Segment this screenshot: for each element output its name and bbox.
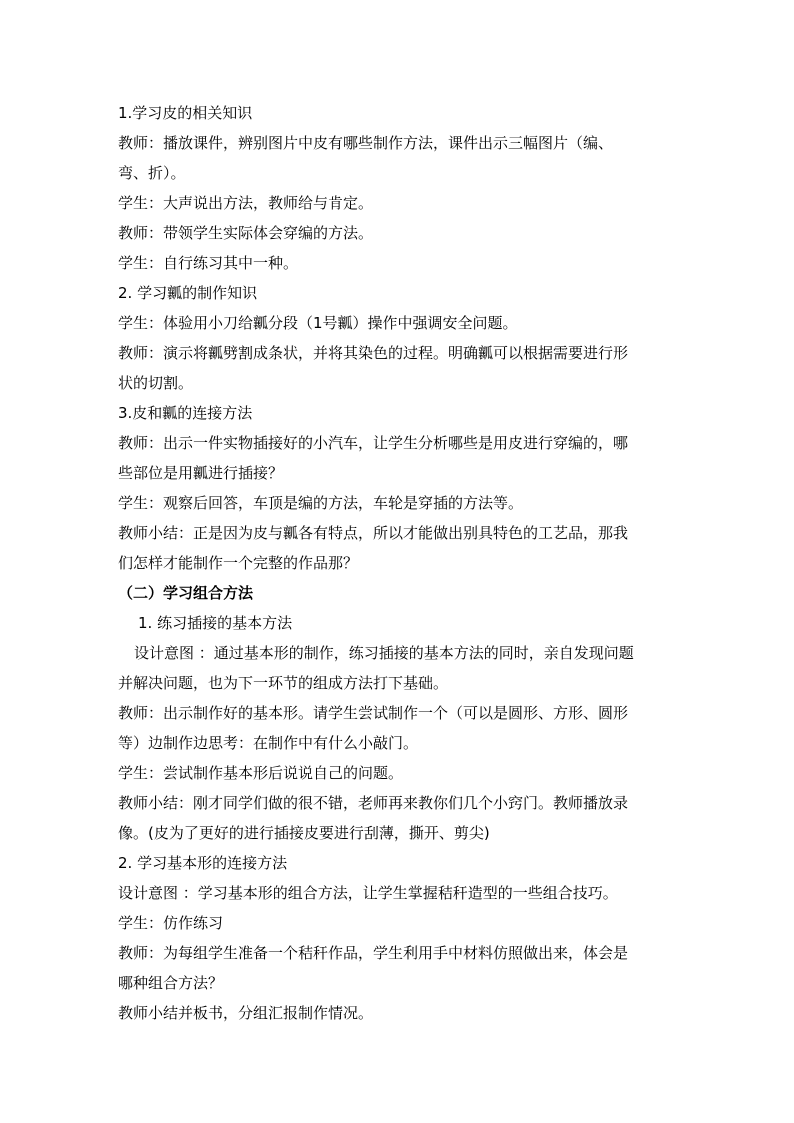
paragraph-line: 像。(皮为了更好的进行插接皮要进行刮薄，撕开、剪尖) — [118, 824, 490, 842]
paragraph-line: 学生：仿作练习 — [118, 914, 224, 932]
paragraph-line: 弯、折）。 — [118, 164, 186, 182]
paragraph-line: 学生：观察后回答，车顶是编的方法，车轮是穿插的方法等。 — [118, 494, 524, 512]
paragraph-line: 们怎样才能制作一个完整的作品那？ — [118, 554, 359, 572]
section-heading-connection: 3.皮和瓤的连接方法 — [118, 404, 253, 422]
paragraph-line: 设计意图 ：通过基本形的制作，练习插接的基本方法的同时，亲自发现问题 — [134, 644, 634, 662]
paragraph-line: 状的切割。 — [118, 374, 194, 392]
paragraph-line: 并解决问题，也为下一环节的组成方法打下基础。 — [118, 674, 449, 692]
paragraph-line: 学生：自行练习其中一种。 — [118, 254, 299, 272]
section-heading-skin-knowledge: 1.学习皮的相关知识 — [118, 104, 253, 122]
paragraph-line: 学生：尝试制作基本形后说说自己的问题。 — [118, 764, 404, 782]
paragraph-line: 教师小结并板书，分组汇报制作情况。 — [118, 1004, 374, 1022]
paragraph-line: 设计意图 ：学习基本形的组合方法，让学生掌握秸秆造型的一些组合技巧。 — [118, 884, 618, 902]
paragraph-line: 些部位是用瓤进行插接？ — [118, 464, 284, 482]
paragraph-line: 学生：体验用小刀给瓤分段（1号瓤）操作中强调安全问题。 — [118, 314, 518, 332]
paragraph-line: 教师小结：刚才同学们做的很不错，老师再来教你们几个小窍门。教师播放录 — [118, 794, 629, 812]
paragraph-line: 教师：播放课件，辨别图片中皮有哪些制作方法，课件出示三幅图片（编、 — [118, 134, 614, 152]
section-heading-combination-methods: （二）学习组合方法 — [118, 584, 254, 602]
paragraph-line: 教师：出示制作好的基本形。请学生尝试制作一个（可以是圆形、方形、圆形 — [118, 704, 629, 722]
paragraph-line: 教师：为每组学生准备一个秸秆作品，学生利用手中材料仿照做出来，体会是 — [118, 944, 629, 962]
paragraph-line: 哪种组合方法？ — [118, 974, 224, 992]
section-heading-pith-knowledge: 2. 学习瓤的制作知识 — [118, 284, 258, 302]
subsection-heading-basic-shape-connection: 2. 学习基本形的连接方法 — [118, 854, 288, 872]
document-body — [118, 98, 684, 1028]
paragraph-line: 教师：带领学生实际体会穿编的方法。 — [118, 224, 374, 242]
paragraph-line: 教师小结：正是因为皮与瓤各有特点，所以才能做出别具特色的工艺品，那我 — [118, 524, 629, 542]
subsection-heading-insertion-basics: 1. 练习插接的基本方法 — [138, 614, 293, 632]
paragraph-line: 教师：出示一件实物插接好的小汽车，让学生分析哪些是用皮进行穿编的，哪 — [118, 434, 629, 452]
paragraph-line: 等）边制作边思考：在制作中有什么小敲门。 — [118, 734, 419, 752]
paragraph-line: 学生：大声说出方法，教师给与肯定。 — [118, 194, 374, 212]
paragraph-line: 教师：演示将瓤劈割成条状，并将其染色的过程。明确瓤可以根据需要进行形 — [118, 344, 629, 362]
